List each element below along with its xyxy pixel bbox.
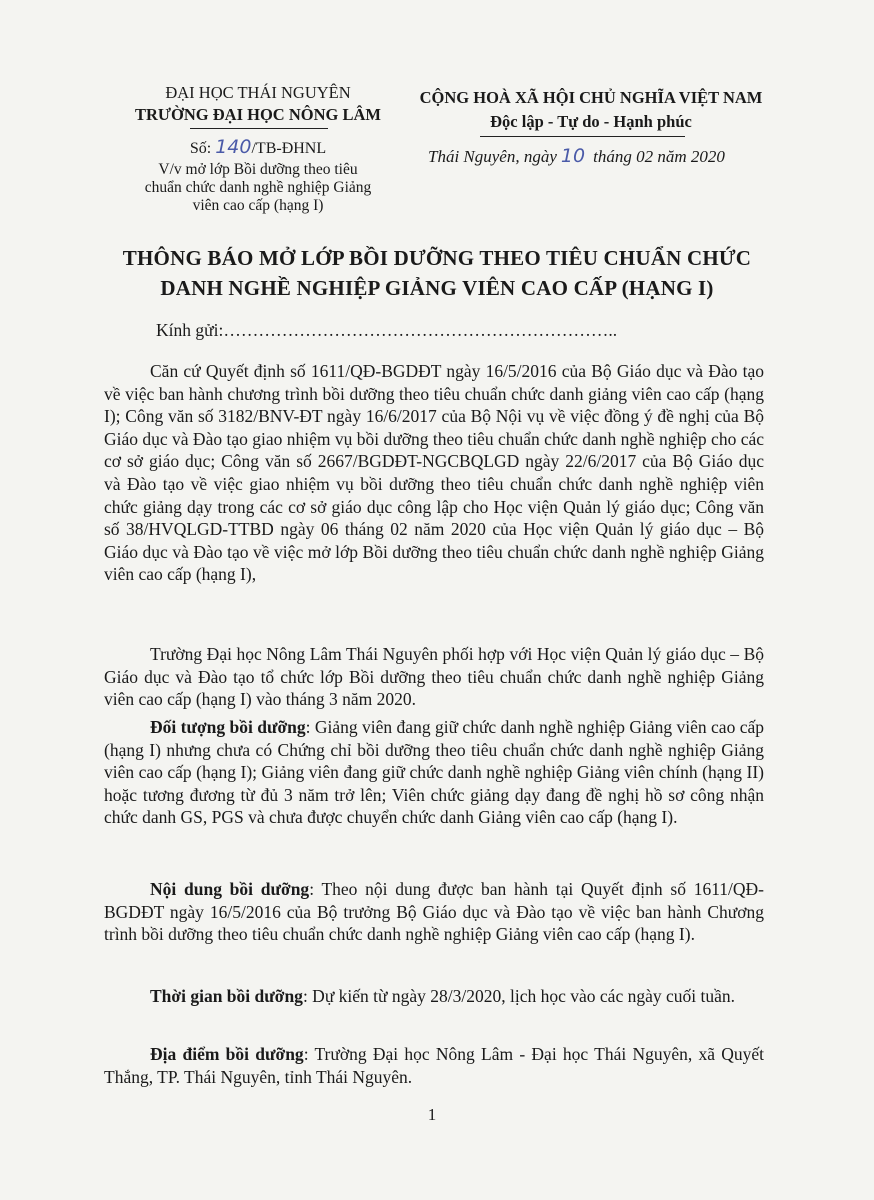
date-prefix: Thái Nguyên, ngày [428,147,557,166]
content-label: Nội dung bồi dưỡng [150,879,310,899]
paragraph-target [104,716,764,829]
subject-line-2: chuẩn chức danh nghề nghiệp Giảng [144,179,372,196]
number-prefix: Số: [189,140,212,157]
header-left [108,82,408,126]
paragraph-time [104,985,764,1008]
location-label: Địa điểm bồi dưỡng [150,1044,304,1064]
paragraph-organization [104,643,764,711]
notice-title [60,243,814,303]
place-date [428,144,788,169]
date-day-handwritten: 10 [560,145,586,167]
title-line-2: DANH NGHỀ NGHIỆP GIẢNG VIÊN CAO CẤP (HẠNG I) [160,276,714,300]
nation-name: CỘNG HOÀ XÃ HỘI CHỦ NGHĨA VIỆT NAM [419,88,763,107]
paragraph-content [104,878,764,946]
target-text: : Giảng viên đang giữ chức danh nghề nghiệp Giảng viên cao cấp (hạng I) nhưng chưa có Chứng chỉ bồi dưỡng theo tiêu chuẩn chức danh nghề nghiệp Giảng viên cao cấp (hạng I); Giảng viên đang giữ chức danh nghề nghiệp Giảng viên chính (hạng II) hoặc tương đương từ đủ 3 năm trở lên; Viên chức giảng dạy đang đề nghị hồ sơ công nhận chức danh GS, PGS và chưa được chuyển chức danh Giảng viên cao cấp (hạng I). [104,717,764,828]
target-label: Đối tượng bồi dưỡng [150,717,306,737]
content-text: : Theo nội dung được ban hành tại Quyết định số 1611/QĐ-BGDĐT ngày 16/5/2016 của Bộ trưởng Bộ Giáo dục và Đào tạo về việc ban hành Chương trình bồi dưỡng theo tiêu chuẩn chức danh nghề nghiệp Giảng viên cao cấp (hạng I). [104,879,765,945]
document-number [108,137,408,159]
school-name: TRƯỜNG ĐẠI HỌC NÔNG LÂM [135,105,381,124]
paragraph-location [104,1043,764,1088]
paragraph-legal-basis [104,360,764,586]
title-line-1: THÔNG BÁO MỞ LỚP BỒI DƯỠNG THEO TIÊU CHUẨN CHỨC [122,246,752,270]
document-subject [108,161,408,215]
subject-line-3: viên cao cấp (hạng I) [192,197,324,214]
greeting: Kính gửi:………………………………………………………….. [156,320,618,340]
organization-text: Trường Đại học Nông Lâm Thái Nguyên phối hợp với Học viện Quản lý giáo dục – Bộ Giáo dục và Đào tạo tổ chức lớp Bồi dưỡng theo tiêu chuẩn chức danh nghề nghiệp Giảng viên cao cấp (hạng I) vào tháng 3 năm 2020. [104,644,764,710]
date-suffix: tháng 02 năm 2020 [593,147,725,166]
motto: Độc lập - Tự do - Hạnh phúc [490,112,692,131]
page-number: 1 [427,1105,437,1124]
motto-rule [480,136,685,137]
subject-line-1: V/v mở lớp Bồi dưỡng theo tiêu [158,161,358,178]
legal-basis-text: Căn cứ Quyết định số 1611/QĐ-BGDĐT ngày 16/5/2016 của Bộ Giáo dục và Đào tạo về việc ban hành chương trình bồi dưỡng theo tiêu chuẩn chức danh giảng viên cao cấp (hạng I); Công văn số 3182/BNV-ĐT ngày 16/6/2017 của Bộ Nội vụ về việc đồng ý đề nghị của Bộ Giáo dục và Đào tạo giao nhiệm vụ bồi dưỡng theo tiêu chuẩn chức danh nghề nghiệp cho các cơ sở giáo dục; Công văn số 2667/BGDĐT-NGCBQLGD ngày 22/6/2017 của Bộ Giáo dục và Đào tạo về việc giao nhiệm vụ bồi dưỡng theo tiêu chuẩn chức danh nghề nghiệp viên chức giảng dạy trong các cơ sở giáo dục công lập cho Học viện Quản lý giáo dục; Công văn số 38/HVQLGD-TTBD ngày 06 tháng 02 năm 2020 của Học viện Quản lý giáo dục – Bộ Giáo dục và Đào tạo về việc mở lớp Bồi dưỡng theo tiêu chuẩn chức danh nghề nghiệp Giảng viên cao cấp (hạng I), [104,361,764,585]
location-text: : Trường Đại học Nông Lâm - Đại học Thái Nguyên, xã Quyết Thắng, TP. Thái Nguyên, tỉnh Thái Nguyên. [104,1044,764,1087]
header-left-rule [190,128,328,129]
time-label: Thời gian bồi dưỡng [150,986,303,1006]
university-name: ĐẠI HỌC THÁI NGUYÊN [165,83,351,102]
time-text: : Dự kiến từ ngày 28/3/2020, lịch học vào các ngày cuối tuần. [302,986,735,1006]
number-handwritten: 140 [215,136,252,158]
header-right [388,86,794,134]
number-suffix: /TB-ĐHNL [251,140,327,157]
